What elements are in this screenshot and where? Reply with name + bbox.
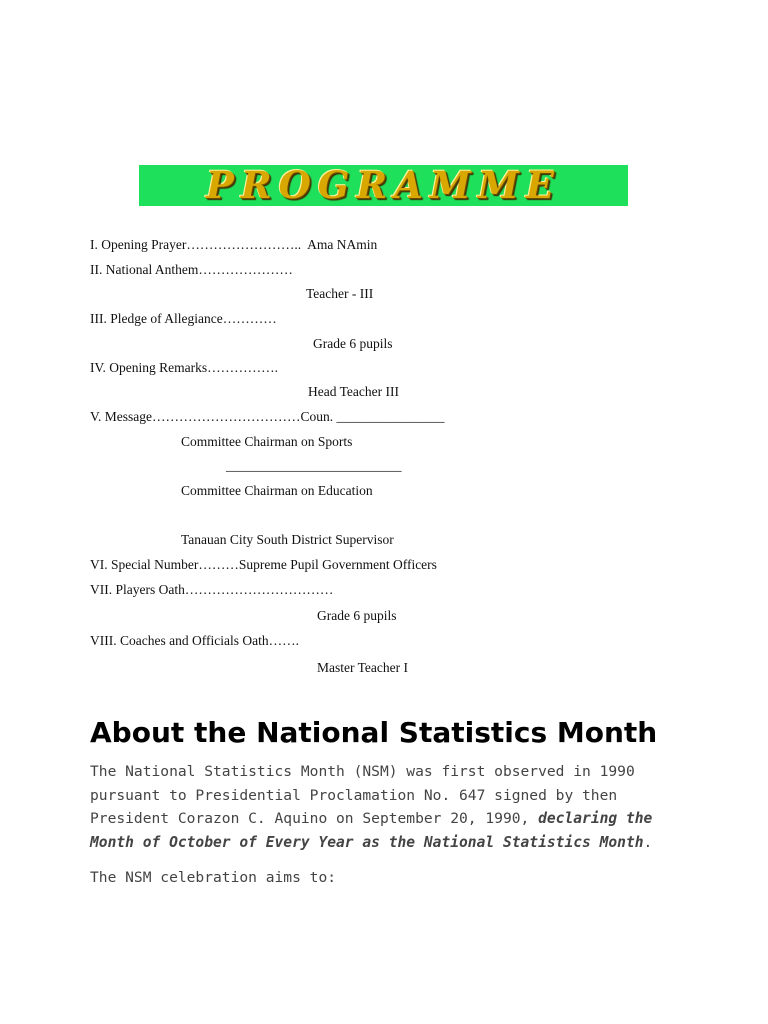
program-line-coaches-oath-leader: Master Teacher I xyxy=(317,660,409,675)
about-paragraph-emphasis: declaring the Month of October of Every Year as the National Statistics Month xyxy=(90,810,653,851)
program-line-opening-prayer: I. Opening Prayer…………………….. Ama NAmin xyxy=(90,237,378,252)
program-line-anthem-leader: Teacher - III xyxy=(306,286,374,301)
programme-banner xyxy=(139,165,628,206)
about-paragraph-text: The National Statistics Month (NSM) was first observed in 1990 pursuant to Presidential Proclamation No. 647 signed by then President Corazon C. Aquino on September 20, 1990, xyxy=(90,763,635,827)
banner-title: PROGRAMME xyxy=(206,163,561,207)
program-line-blank-signature: __________________________ xyxy=(226,458,402,473)
program-line-education-chairman: Committee Chairman on Education xyxy=(181,483,373,498)
program-line-coaches-oath: VIII. Coaches and Officials Oath……. xyxy=(90,633,299,648)
program-line-national-anthem: II. National Anthem………………… xyxy=(90,262,293,277)
program-line-opening-remarks: IV. Opening Remarks……………. xyxy=(90,360,278,375)
program-line-sports-chairman: Committee Chairman on Sports xyxy=(181,434,353,449)
program-line-pledge-leader: Grade 6 pupils xyxy=(313,336,393,351)
program-line-district-supervisor: Tanauan City South District Supervisor xyxy=(181,532,394,547)
program-line-players-oath: VII. Players Oath…………………………… xyxy=(90,582,334,597)
aims-intro: The NSM celebration aims to: xyxy=(90,869,337,886)
program-line-remarks-speaker: Head Teacher III xyxy=(308,384,399,399)
program-line-message: V. Message……………………………Coun. ________________ xyxy=(90,409,445,424)
program-line-pledge: III. Pledge of Allegiance………… xyxy=(90,311,277,326)
about-paragraph xyxy=(90,760,690,854)
about-heading: About the National Statistics Month xyxy=(90,716,658,749)
program-line-special-number: VI. Special Number………Supreme Pupil Government Officers xyxy=(90,557,437,572)
about-paragraph-end: . xyxy=(643,833,653,851)
program-line-oath-leader: Grade 6 pupils xyxy=(317,608,397,623)
